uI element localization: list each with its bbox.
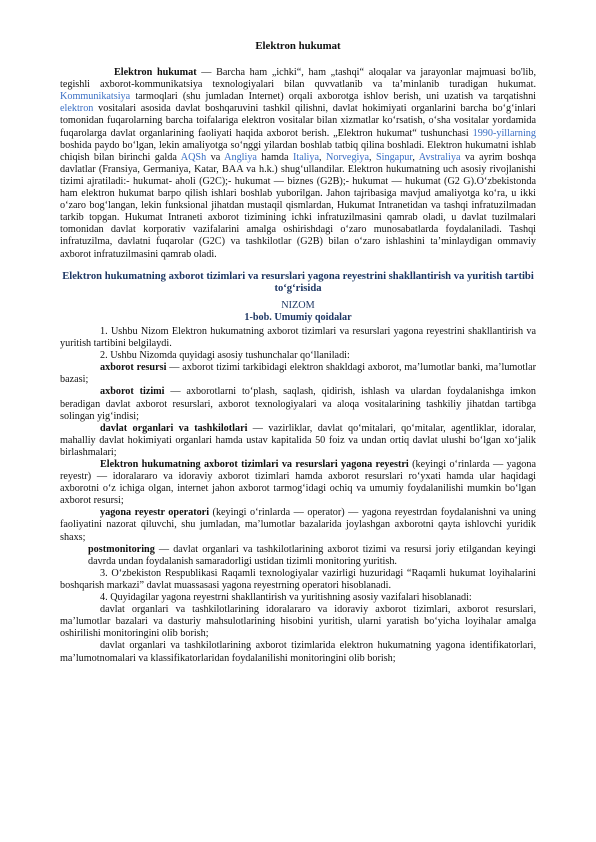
link-avstraliya[interactable]: Avstraliya <box>418 151 461 163</box>
definition-reyestr-operatori: yagona reyestr operatori (keyingi oʻrinlarda — operator) — yagona reyestrdan foydalanishni va uning faoliyatini nazorat qiluvchi, shu jumladan, ma’lumotlar bazalarida joylashgan axborotni qayta ishlovchi yuridik shaxs; <box>60 507 536 543</box>
page-title: Elektron hukumat <box>255 40 341 52</box>
intro-paragraph: Elektron hukumat — Barcha ham „ichki“, ham „tashqi“ aloqalar va jarayonlar majmuasi bo'lib, tegishli axborot-kommunikatsiya texnologiyalari bilan quvvatlanib va ta’minlanib turadigan hukumat. Kommunikatsiya tarmoqlari (shu jumladan Internet) orqali axborotga ishlov berish, uni uzatish va tarqatishni elektron vositalari asosida davlat boshqaruvini tashkil qilishni, davlat hokimiyati organlarini barcha boʻgʻinlari tomonidan fuqarolarning barcha toifalariga elektron vositalar bilan xizmatlar koʻrsatish, oʻsha vositalar yordamida fuqarolarga davlat organlarining faoliyati haqida axborot berish. „Elektron hukumat“ tushunchasi 1990-yillarning boshida paydo boʻlgan, lekin amaliyotga soʻnggi yilardan boshlab tatbiq qilina boshladi. Elektron hukumatni ishlab chiqish bilan birinchi galda AQSh va Angliya hamda Italiya, Norvegiya, Singapur, Avstraliya va ayrim boshqa davlatlar (Fransiya, Germaniya, Katar, BAA va h.k.) shugʻullandilar. Elektron hukumatning uch asosiy rivojlanishi tizimi ajratiladi:- hukumat- aholi (G2C);- hukumat — biznes (G2B);- hukumat — hukumat (G2 G).Oʻzbekistonda ham elektron hukumat barpo qilish ishlari boshlab yuborilgan. Jahon tajribasiga mavjud amaliyotga koʻra, u ikki oʻzaro bogʻlangan, lekin funksional jihatdan mustaqil qismlardan, Hukumat Intranetidan va tashqi infratuzilmadan tarkib topgan. Hukumat Intraneti axborot tizimining ichki infratuzilmasini qamrab oladi, u davlat tuzilmalari tomonidan davlat korporativ vazifalarini amalga oshirishdagi oʻzaro munosabatlarda foydalaniladi. Tashqi infratuzilma, davlatni fuqarolar (G2C) va tashkilotlar (G2B) bilan oʻzaro ishlashini ta’minlaydigan ommaviy axborot infratuzilmasini qamrab oladi. <box>60 67 537 260</box>
definition-axborot-tizimi: axborot tizimi — axborotlarni toʻplash, saqlash, qidirish, ishlash va ulardan foydalanishga imkon beradigan davlat axborot resurslari, axborot texnologiyalari va aloqa vositalarining tashkiliy jihatdan tartibga solingan yigʻindisi; <box>60 386 536 422</box>
clause-2: 2. Ushbu Nizomda quyidagi asosiy tushunchalar qoʻllaniladi: <box>100 350 350 362</box>
definition-postmonitoring: postmonitoring — davlat organlari va tashkilotlarining axborot tizimi va resursi joriy etilgandan keyingi davrda undan foydalanish samaradorligi ustidan tizimli monitoring yuritish. <box>88 543 536 567</box>
link-italiya[interactable]: Italiya <box>292 151 320 163</box>
link-1990[interactable]: 1990-yillarning <box>472 127 536 139</box>
definition-yagona-reyestr: Elektron hukumatning axborot tizimlari va resurslari yagona reyestri (keyingi oʻrinlarda — yagona reyestr) — idoralararo va idoraviy axborot tizimlari hamda axborot resurslari roʻyxati hamda ular haqidagi axborotni oʻz ichiga olgan, internet jahon axborot tarmogʻidagi ochiq va umumiy foydalanilishi mumkin boʻlgan axborot resursi; <box>60 459 536 507</box>
definition-axborot-resursi: axborot resursi — axborot tizimi tarkibidagi elektron shakldagi axborot, ma’lumotlar banki, ma’lumotlar bazasi; <box>60 362 537 386</box>
link-norvegiya[interactable]: Norvegiya <box>326 151 369 163</box>
intro-term: Elektron hukumat <box>114 67 197 79</box>
definition-davlat-organlari: davlat organlari va tashkilotlari — vazirliklar, davlat qoʻmitalari, qoʻmitalar, agentliklar, idoralar, mahalliy davlat hokimiyati organlari hamda ustav kapitalida 50 foiz va undan ortiq davlat ulushi boʻlgan xoʻjalik birlashmalari; <box>60 422 536 458</box>
clause-4: 4. Quyidagilar yagona reyestrni shakllantirish va yuritishning asosiy vazifalari hisoblanadi: <box>100 592 472 604</box>
section-heading: Elektron hukumatning axborot tizimlari va resurslari yagona reyestrini shakllantirish va yuritish tartibi toʻgʻrisida <box>62 270 534 295</box>
nizom-label: NIZOM <box>281 299 315 311</box>
clause-1: 1. Ushbu Nizom Elektron hukumatning axborot tizimlari va resurslari yagona reyestrini shakllantirish va yuritish tartibini belgilaydi. <box>60 325 536 350</box>
chapter-heading: 1-bob. Umumiy qoidalar <box>244 311 352 323</box>
link-kommunikatsiya[interactable]: Kommunikatsiya <box>60 91 131 103</box>
clause-4-item-a: davlat organlari va tashkilotlarining idoralararo va idoraviy axborot tizimlari, axborot resurslari, ma’lumotlar bazalari va dasturiy mahsulotlarining hisobini yuritish, ularni yaratish boʻyicha loyihalar amalga oshirilishi monitoringini olib borish; <box>60 604 536 640</box>
clause-4-item-b: davlat organlari va tashkilotlarining axborot tizimlarida elektron hukumatning yagona identifikatorlari, ma’lumotnomalari va klassifikatorlaridan foydalanilishi monitoringini olib borish; <box>60 640 536 664</box>
link-angliya[interactable]: Angliya <box>224 151 257 163</box>
clause-3: 3. Oʻzbekiston Respublikasi Raqamli texnologiyalar vazirligi huzuridagi “Raqamli hukumat loyihalarini boshqarish markazi” davlat muassasasi yagona reyestrning operatori hisoblanadi. <box>60 567 536 591</box>
link-singapur[interactable]: Singapur <box>375 151 413 163</box>
link-aqsh[interactable]: AQSh <box>180 151 207 163</box>
link-elektron[interactable]: elektron <box>60 103 94 115</box>
